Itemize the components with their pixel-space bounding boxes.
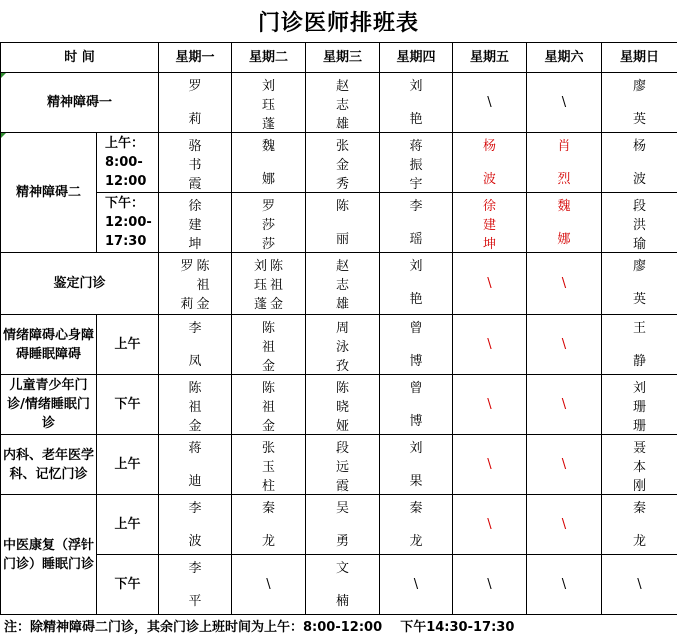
header-day: 星期六 [527, 43, 602, 73]
header-day: 星期四 [380, 43, 453, 73]
header-day: 星期三 [306, 43, 380, 73]
schedule-cell: 李 平 [159, 555, 232, 615]
schedule-cell: 陈 晓 娅 [306, 375, 380, 435]
schedule-cell: 刘 艳 [380, 253, 453, 315]
schedule-cell: 周 泳 孜 [306, 315, 380, 375]
category-label: 内科、老年医学科、记忆门诊 [1, 435, 97, 495]
schedule-cell: 刘 珏 蓬 [232, 73, 306, 133]
table-row [1, 133, 677, 193]
schedule-cell-empty: \ [453, 495, 527, 555]
schedule-cell-empty: \ [527, 555, 602, 615]
footnote: 注：除精神障碍二门诊，其余门诊上班时间为上午：8:00-12:00 下午14:30-17:30 [4, 619, 515, 635]
time-slot-label: 下午 [97, 555, 159, 615]
schedule-cell: 徐 建 坤 [159, 193, 232, 253]
schedule-cell: 曾 博 [380, 315, 453, 375]
schedule-cell: 聂 本 刚 [602, 435, 677, 495]
schedule-cell: 刘 珊 珊 [602, 375, 677, 435]
schedule-cell: 文 楠 [306, 555, 380, 615]
time-slot-label: 下午：12:00-17:30 [97, 193, 159, 253]
schedule-cell: 吴 勇 [306, 495, 380, 555]
schedule-cell-empty: \ [527, 375, 602, 435]
header-day: 星期二 [232, 43, 306, 73]
category-label: 精神障碍一 [1, 73, 159, 133]
page-title: 门诊医师排班表 [257, 9, 419, 36]
table-row [1, 375, 677, 435]
table-row [1, 73, 677, 133]
schedule-cell-empty: \ [453, 315, 527, 375]
schedule-cell: 段 远 霞 [306, 435, 380, 495]
schedule-cell: 魏 娜 [232, 133, 306, 193]
schedule-cell: 秦 龙 [602, 495, 677, 555]
time-slot-label: 上午 [97, 435, 159, 495]
schedule-cell: 李 波 [159, 495, 232, 555]
schedule-cell: 肖 烈 [527, 133, 602, 193]
schedule-cell: 段 洪 瑜 [602, 193, 677, 253]
schedule-cell: 罗 莎 莎 [232, 193, 306, 253]
category-label: 儿童青少年门诊/情绪睡眠门诊 [1, 375, 97, 435]
schedule-cell-empty: \ [453, 73, 527, 133]
table-row [1, 193, 677, 253]
schedule-cell: 魏 娜 [527, 193, 602, 253]
schedule-cell-empty: \ [453, 375, 527, 435]
time-slot-label: 上午：8:00-12:00 [97, 133, 159, 193]
schedule-cell-empty: \ [602, 555, 677, 615]
category-label: 中医康复（浮针门诊）睡眠门诊 [1, 495, 97, 615]
schedule-cell: 秦 龙 [380, 495, 453, 555]
header-row [1, 43, 677, 73]
schedule-table [0, 42, 677, 615]
cell-marker [1, 133, 6, 138]
header-day: 星期一 [159, 43, 232, 73]
schedule-cell: 陈 丽 [306, 193, 380, 253]
schedule-cell: 罗 莉 陈祖金 [159, 253, 232, 315]
schedule-cell: 张 玉 柱 [232, 435, 306, 495]
schedule-cell: 骆 书 霞 [159, 133, 232, 193]
table-row [1, 253, 677, 315]
schedule-cell: 陈 祖 金 [232, 375, 306, 435]
table-row [1, 435, 677, 495]
schedule-cell: 李 凤 [159, 315, 232, 375]
schedule-cell-empty: \ [380, 555, 453, 615]
schedule-cell-empty: \ [527, 435, 602, 495]
schedule-cell-empty: \ [527, 495, 602, 555]
table-row [1, 555, 677, 615]
schedule-cell-empty: \ [232, 555, 306, 615]
schedule-cell: 赵 志 雄 [306, 253, 380, 315]
schedule-cell: 刘 珏 蓬 陈祖金 [232, 253, 306, 315]
schedule-cell: 曾 博 [380, 375, 453, 435]
schedule-cell-empty: \ [527, 315, 602, 375]
schedule-cell: 刘 艳 [380, 73, 453, 133]
header-time: 时 间 [1, 43, 159, 73]
schedule-cell: 蒋 振 宇 [380, 133, 453, 193]
schedule-cell: 秦 龙 [232, 495, 306, 555]
header-day: 星期五 [453, 43, 527, 73]
schedule-cell: 廖 英 [602, 73, 677, 133]
table-row [1, 495, 677, 555]
schedule-cell: 陈 祖 金 [159, 375, 232, 435]
schedule-cell: 赵 志 雄 [306, 73, 380, 133]
schedule-cell-empty: \ [527, 253, 602, 315]
schedule-cell: 蒋 迪 [159, 435, 232, 495]
schedule-cell: 刘 果 [380, 435, 453, 495]
table-row [1, 315, 677, 375]
category-label: 鉴定门诊 [1, 253, 159, 315]
header-day: 星期日 [602, 43, 677, 73]
schedule-cell-empty: \ [453, 253, 527, 315]
category-label: 精神障碍二 [1, 133, 97, 253]
schedule-cell-empty: \ [453, 435, 527, 495]
cell-marker [1, 73, 6, 78]
time-slot-label: 下午 [97, 375, 159, 435]
schedule-cell: 杨 波 [453, 133, 527, 193]
schedule-cell: 陈 祖 金 [232, 315, 306, 375]
time-slot-label: 上午 [97, 495, 159, 555]
category-label: 情绪障碍心身障碍睡眠障碍 [1, 315, 97, 375]
schedule-cell: 张 金 秀 [306, 133, 380, 193]
schedule-cell-empty: \ [527, 73, 602, 133]
schedule-cell: 李 瑶 [380, 193, 453, 253]
schedule-cell: 杨 波 [602, 133, 677, 193]
schedule-cell: 徐 建 坤 [453, 193, 527, 253]
schedule-cell: 罗 莉 [159, 73, 232, 133]
schedule-cell: 廖 英 [602, 253, 677, 315]
schedule-cell-empty: \ [453, 555, 527, 615]
schedule-cell: 王 静 [602, 315, 677, 375]
time-slot-label: 上午 [97, 315, 159, 375]
